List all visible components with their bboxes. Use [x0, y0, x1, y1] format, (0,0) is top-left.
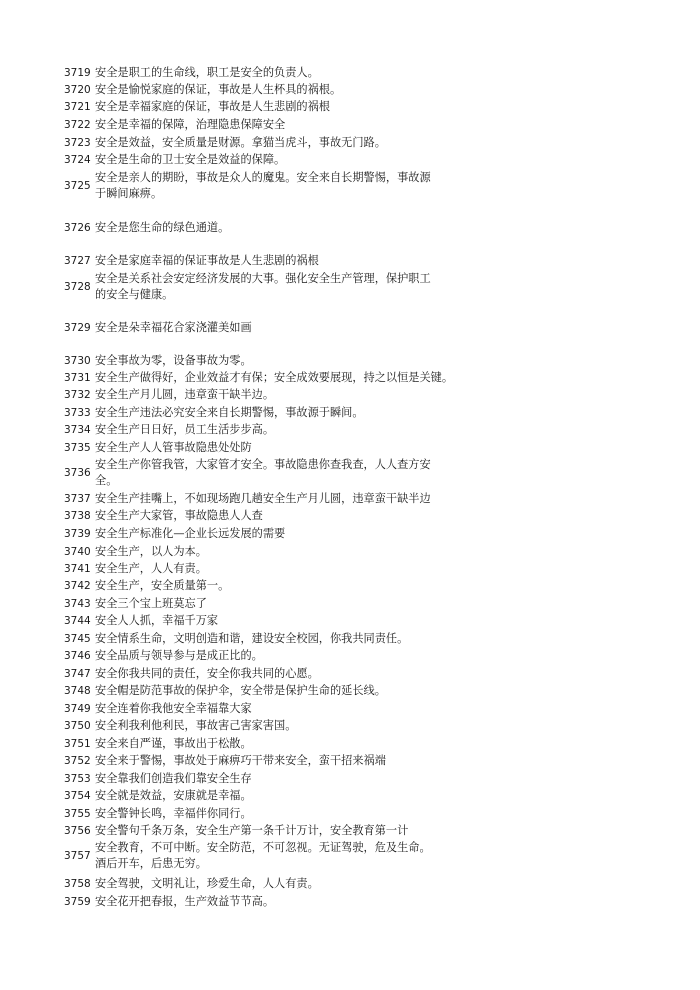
- item-text: [95, 648, 263, 664]
- item-text-line: 安全生产，安全质量第一。: [95, 579, 230, 592]
- item-number: 3727: [64, 255, 91, 267]
- item-text-line: 安全来于警惕，事故处于麻痹巧干带来安全，蛮干招来祸端: [95, 754, 386, 767]
- item-text: [95, 771, 252, 787]
- item-text-line: 安全情系生命，文明创造和谐，建设安全校园，你我共同责任。: [95, 632, 409, 645]
- item-text-line: 安全靠我们创造我们靠安全生存: [95, 772, 252, 785]
- item-text-line: 安全生产你管我管，大家管才安全。事故隐患你查我查，人人查方安: [95, 458, 431, 471]
- item-text: [95, 753, 386, 769]
- item-text-line: 安全帽是防范事故的保护伞，安全带是保护生命的延长线。: [95, 684, 386, 697]
- item-number: 3724: [64, 154, 91, 166]
- item-text-line: 安全是关系社会安定经济发展的大事。强化安全生产管理，保护职工: [95, 272, 431, 285]
- item-number: 3738: [64, 510, 91, 522]
- item-text: [95, 701, 252, 717]
- item-number: 3748: [64, 685, 91, 697]
- item-text: [95, 666, 319, 682]
- item-number: 3730: [64, 355, 91, 367]
- item-number: 3742: [64, 580, 91, 592]
- item-number: 3751: [64, 738, 91, 750]
- item-text-line: 的安全与健康。: [95, 288, 174, 301]
- item-text: [95, 387, 274, 403]
- item-number: 3726: [64, 222, 91, 234]
- item-text-line: 于瞬间麻痹。: [95, 187, 163, 200]
- item-text-line: 安全警句千条万条，安全生产第一条千计万计，安全教育第一计: [95, 824, 409, 837]
- item-text: [95, 596, 207, 612]
- item-text: [95, 82, 341, 98]
- item-number: 3728: [64, 281, 91, 293]
- item-number: 3754: [64, 790, 91, 802]
- item-text-line: 安全就是效益，安康就是幸福。: [95, 789, 252, 802]
- item-text: [95, 152, 285, 168]
- item-text: [95, 613, 218, 629]
- item-text: [95, 823, 408, 839]
- item-text: [95, 526, 285, 542]
- item-number: 3740: [64, 546, 91, 558]
- item-number: 3753: [64, 773, 91, 785]
- item-text-line: 安全生产挂嘴上，不如现场跑几趟安全生产月儿圆，违章蛮干缺半边: [95, 492, 431, 505]
- item-number: 3747: [64, 668, 91, 680]
- item-number: 3759: [64, 896, 91, 908]
- item-text-line: 安全你我共同的责任，安全你我共同的心愿。: [95, 667, 319, 680]
- item-number: 3756: [64, 825, 91, 837]
- item-text: [95, 220, 229, 236]
- item-number: 3736: [64, 467, 91, 479]
- item-number: 3746: [64, 650, 91, 662]
- item-number: 3719: [64, 67, 91, 79]
- item-text-line: 安全生产，人人有责。: [95, 562, 207, 575]
- item-text: [95, 253, 319, 269]
- item-text: [95, 422, 274, 438]
- item-text-line: 酒后开车，后患无穷。: [95, 857, 207, 870]
- item-text: [95, 840, 431, 872]
- item-text: [95, 99, 330, 115]
- item-text: [95, 736, 252, 752]
- item-text-line: 安全生产月儿圆，违章蛮干缺半边。: [95, 388, 275, 401]
- item-text: [95, 320, 252, 336]
- item-number: 3721: [64, 101, 91, 113]
- item-text: [95, 788, 252, 804]
- item-text: [95, 405, 364, 421]
- item-number: 3745: [64, 633, 91, 645]
- item-text-line: 安全生产做得好，企业效益才有保；安全成效要展现，持之以恒是关键。: [95, 371, 454, 384]
- item-number: 3734: [64, 424, 91, 436]
- item-text: [95, 170, 431, 202]
- item-text: [95, 117, 285, 133]
- item-text-line: 安全是亲人的期盼，事故是众人的魔鬼。安全来自长期警惕，事故源: [95, 171, 431, 184]
- item-text-line: 安全品质与领导参与是成正比的。: [95, 649, 263, 662]
- item-text-line: 安全生产违法必究安全来自长期警惕，事故源于瞬间。: [95, 406, 364, 419]
- item-text-line: 安全驾驶，文明礼让，珍爱生命，人人有责。: [95, 877, 319, 890]
- item-text-line: 安全是生命的卫士安全是效益的保障。: [95, 153, 286, 166]
- item-text-line: 安全是幸福家庭的保证，事故是人生悲剧的祸根: [95, 100, 330, 113]
- item-text-line: 安全是效益，安全质量是财源。拿猫当虎斗，事故无门路。: [95, 136, 386, 149]
- item-text-line: 安全是幸福的保障，治理隐患保障安全: [95, 118, 286, 131]
- item-number: 3737: [64, 493, 91, 505]
- item-number: 3741: [64, 563, 91, 575]
- item-text-line: 安全是职工的生命线，职工是安全的负责人。: [95, 66, 319, 79]
- item-text: [95, 271, 431, 303]
- item-text: [95, 561, 207, 577]
- item-number: 3731: [64, 372, 91, 384]
- item-text-line: 安全人人抓，幸福千万家: [95, 614, 219, 627]
- item-number: 3720: [64, 84, 91, 96]
- item-number: 3729: [64, 322, 91, 334]
- item-text: [95, 578, 229, 594]
- item-text: [95, 353, 252, 369]
- item-number: 3755: [64, 808, 91, 820]
- item-text: [95, 135, 386, 151]
- item-number: 3725: [64, 180, 91, 192]
- item-text: [95, 370, 453, 386]
- item-number: 3750: [64, 720, 91, 732]
- item-number: 3722: [64, 119, 91, 131]
- item-text: [95, 876, 319, 892]
- item-text-line: 安全警钟长鸣，幸福伴你同行。: [95, 807, 252, 820]
- item-number: 3732: [64, 389, 91, 401]
- item-text-line: 安全事故为零，设备事故为零。: [95, 354, 252, 367]
- item-number: 3749: [64, 703, 91, 715]
- item-text: [95, 631, 408, 647]
- item-number: 3739: [64, 528, 91, 540]
- item-text: [95, 806, 252, 822]
- item-text-line: 安全生产标准化—企业长远发展的需要: [95, 527, 286, 540]
- item-text-line: 安全是愉悦家庭的保证，事故是人生杯具的祸根。: [95, 83, 342, 96]
- item-text-line: 全。: [95, 474, 118, 487]
- item-text-line: 安全教育，不可中断。安全防范，不可忽视。无证驾驶，危及生命。: [95, 841, 431, 854]
- item-number: 3733: [64, 407, 91, 419]
- item-text: [95, 683, 386, 699]
- item-number: 3744: [64, 615, 91, 627]
- item-text-line: 安全生产人人管事故隐患处处防: [95, 441, 252, 454]
- item-text-line: 安全是家庭幸福的保证事故是人生悲剧的祸根: [95, 254, 319, 267]
- item-text-line: 安全是朵幸福花合家浇灌美如画: [95, 321, 252, 334]
- item-text: [95, 718, 296, 734]
- item-number: 3723: [64, 137, 91, 149]
- item-number: 3743: [64, 598, 91, 610]
- item-text-line: 安全三个宝上班莫忘了: [95, 597, 207, 610]
- item-text-line: 安全生产大家管，事故隐患人人查: [95, 509, 263, 522]
- item-text-line: 安全利我利他利民，事故害己害家害国。: [95, 719, 297, 732]
- item-text: [95, 457, 431, 489]
- item-number: 3752: [64, 755, 91, 767]
- item-text: [95, 894, 274, 910]
- item-text: [95, 508, 263, 524]
- item-text: [95, 65, 319, 81]
- item-text: [95, 544, 207, 560]
- item-text-line: 安全生产日日好，员工生活步步高。: [95, 423, 275, 436]
- item-number: 3758: [64, 878, 91, 890]
- item-text-line: 安全是您生命的绿色通道。: [95, 221, 230, 234]
- item-text-line: 安全连着你我他安全幸福靠大家: [95, 702, 252, 715]
- item-number: 3757: [64, 850, 91, 862]
- item-text-line: 安全生产，以人为本。: [95, 545, 207, 558]
- item-text: [95, 491, 431, 507]
- item-text-line: 安全花开把春报，生产效益节节高。: [95, 895, 275, 908]
- item-text-line: 安全来自严谨，事故出于松散。: [95, 737, 252, 750]
- item-text: [95, 440, 252, 456]
- item-number: 3735: [64, 442, 91, 454]
